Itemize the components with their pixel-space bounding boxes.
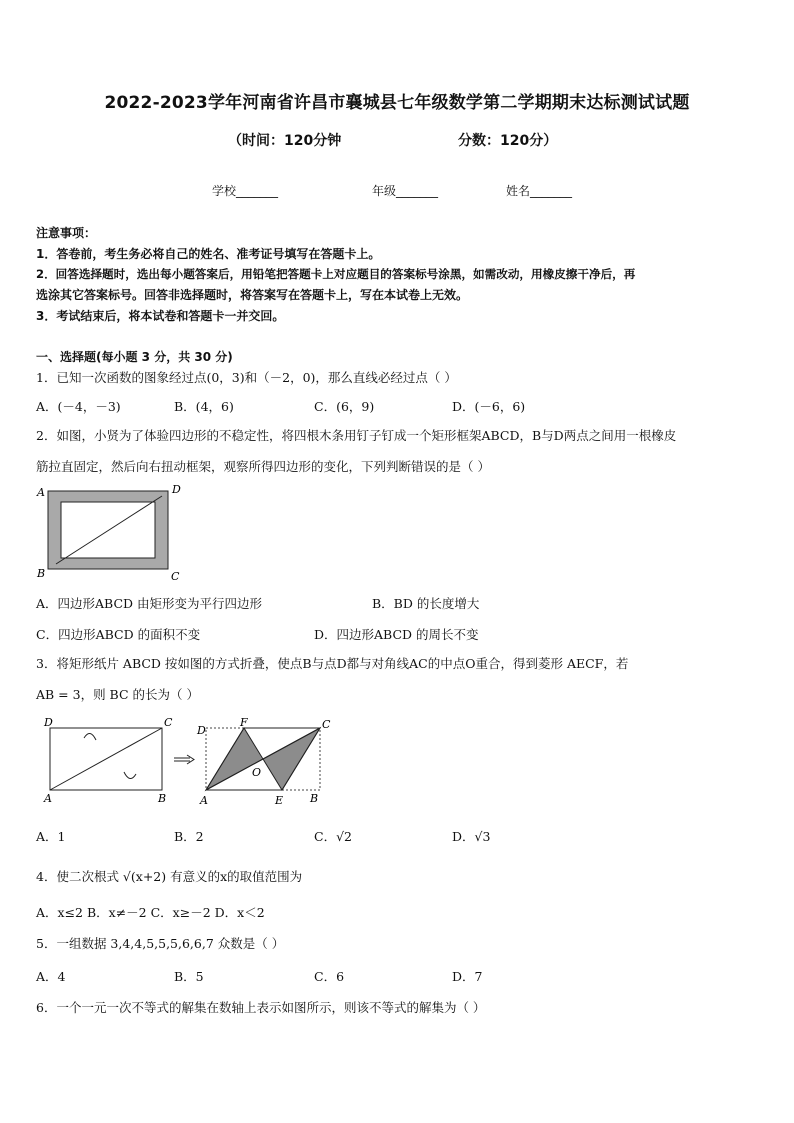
name-field: 姓名_______ bbox=[506, 184, 573, 198]
label-c-left: C bbox=[164, 716, 173, 729]
time-limit: （时间：120分钟 bbox=[228, 133, 342, 149]
q5-option-b: B．5 bbox=[174, 969, 204, 984]
q1-option-d: D．(－6，6) bbox=[452, 399, 526, 414]
q6-stem: 6．一个一元一次不等式的解集在数轴上表示如图所示，则该不等式的解集为（ ） bbox=[36, 1000, 486, 1015]
label-d-left: D bbox=[44, 716, 53, 729]
label-a-right: A bbox=[200, 794, 208, 806]
shaded-triangle-left bbox=[206, 728, 263, 790]
label-b-left: B bbox=[158, 792, 167, 805]
q2-stem-2: 筋拉直固定，然后向右扭动框架，观察所得四边形的变化，下列判断错误的是（ ） bbox=[36, 459, 490, 474]
label-d-right: D bbox=[197, 724, 206, 737]
q1-option-c: C．(6，9) bbox=[314, 399, 375, 414]
label-f: F bbox=[240, 716, 248, 729]
grade-field: 年级_______ bbox=[372, 184, 439, 198]
label-e: E bbox=[275, 794, 284, 806]
q3-option-d: D．√3 bbox=[452, 829, 491, 844]
exam-title: 2022-2023学年河南省许昌市襄城县七年级数学第二学期期末达标测试试题 bbox=[104, 93, 690, 113]
note-2a: 2．回答选择题时，选出每小题答案后，用铅笔把答题卡上对应题目的答案标号涂黑，如需改动，用橡皮擦干净后，再 bbox=[36, 267, 636, 281]
label-o: O bbox=[252, 766, 262, 779]
fold-arrow-top bbox=[84, 733, 96, 740]
notes-heading: 注意事项： bbox=[36, 226, 97, 240]
label-b-right: B bbox=[310, 792, 319, 805]
q2-option-c: C．四边形ABCD 的面积不变 bbox=[36, 627, 201, 642]
frame-inner bbox=[61, 502, 155, 558]
label-b: B bbox=[37, 567, 46, 580]
q1-option-b: B．(4，6) bbox=[174, 399, 234, 414]
q5-option-d: D．7 bbox=[452, 969, 483, 984]
q3-option-a: A．1 bbox=[36, 829, 66, 844]
q2-option-a: A．四边形ABCD 由矩形变为平行四边形 bbox=[36, 596, 263, 611]
arrow-head bbox=[187, 755, 194, 764]
q5-option-a: A．4 bbox=[36, 969, 66, 984]
q2-rectangle-frame-figure bbox=[34, 482, 194, 586]
q2-option-d: D．四边形ABCD 的周长不变 bbox=[314, 627, 479, 642]
q3-folding-figure bbox=[36, 714, 336, 806]
q1-option-a: A．(－4，－3) bbox=[36, 399, 121, 414]
q4-stem: 4．使二次根式 √(x+2) 有意义的x的取值范围为 bbox=[36, 869, 303, 884]
q3-stem-2: AB = 3，则 BC 的长为（ ） bbox=[36, 687, 199, 702]
note-1: 1．答卷前，考生务必将自己的姓名、准考证号填写在答题卡上。 bbox=[36, 247, 381, 261]
note-2b: 选涂其它答案标号。回答非选择题时，将答案写在答题卡上，写在本试卷上无效。 bbox=[36, 288, 469, 302]
diagonal-ac-right bbox=[206, 728, 320, 790]
label-a: A bbox=[37, 486, 45, 499]
q2-stem-1: 2．如图，小贤为了体验四边形的不稳定性，将四根木条用钉子钉成一个矩形框架ABCD，B与D两点之间用一根橡皮 bbox=[36, 428, 677, 443]
label-c-right: C bbox=[322, 718, 331, 731]
q3-option-b: B．2 bbox=[174, 829, 204, 844]
fold-arrow-bottom bbox=[124, 772, 136, 779]
q3-stem-1: 3．将矩形纸片 ABCD 按如图的方式折叠，使点B与点D都与对角线AC的中点O重合，得到菱形 AECF，若 bbox=[36, 656, 629, 671]
label-a-left: A bbox=[44, 792, 52, 805]
q3-option-c: C．√2 bbox=[314, 829, 352, 844]
note-3: 3．考试结束后，将本试卷和答题卡一并交回。 bbox=[36, 309, 285, 323]
q5-option-c: C．6 bbox=[314, 969, 345, 984]
school-field: 学校_______ bbox=[212, 184, 279, 198]
section-heading: 一、选择题(每小题 3 分，共 30 分) bbox=[36, 350, 233, 364]
q5-stem: 5．一组数据 3,4,4,5,5,5,6,6,7 众数是（ ） bbox=[36, 936, 285, 951]
label-c: C bbox=[171, 570, 180, 583]
q2-option-b: B．BD 的长度增大 bbox=[372, 596, 480, 611]
q4-options: A．x≤2 B．x≠－2 C．x≥－2 D．x＜2 bbox=[36, 905, 265, 920]
q1-stem: 1．已知一次函数的图象经过点(0，3)和（－2，0)，那么直线必经过点（ ） bbox=[36, 370, 457, 385]
label-d: D bbox=[172, 483, 181, 496]
shaded-triangle-right bbox=[263, 728, 320, 790]
diagonal-ac bbox=[50, 728, 162, 790]
total-score: 分数：120分） bbox=[458, 133, 558, 149]
